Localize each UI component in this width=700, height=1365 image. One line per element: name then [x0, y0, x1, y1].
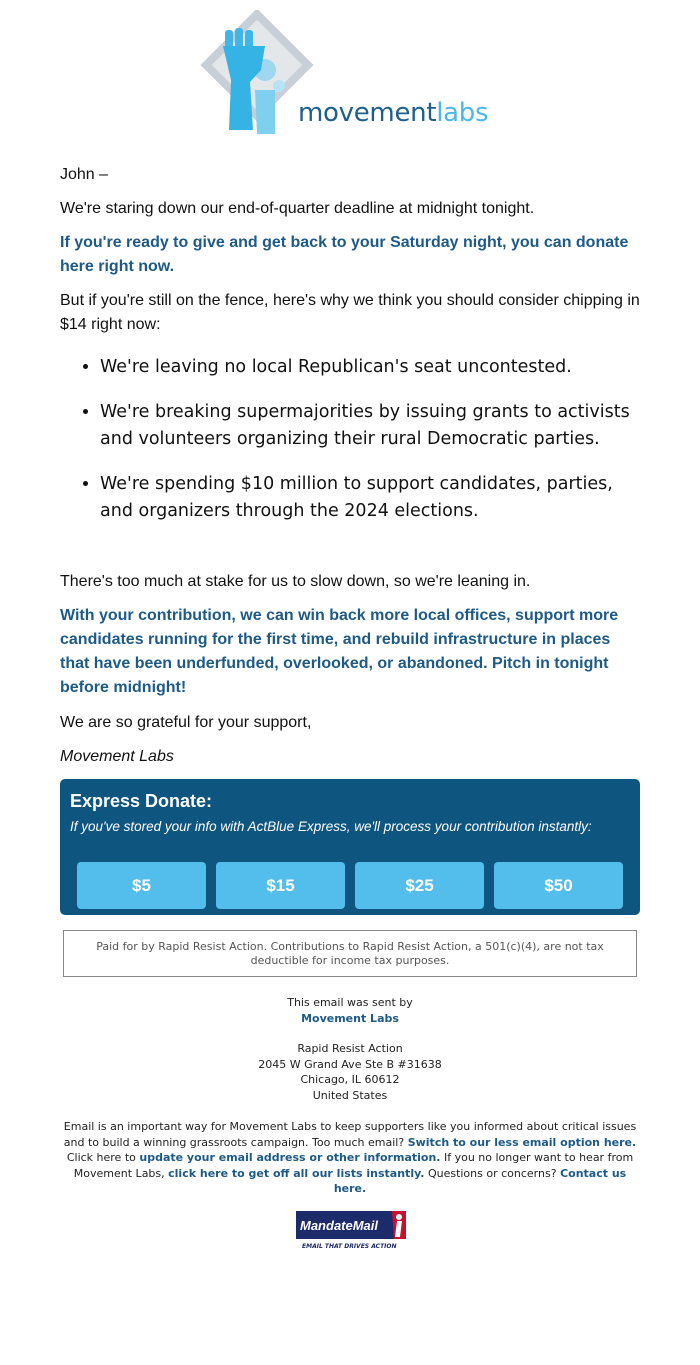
signature: Movement Labs: [60, 748, 174, 765]
donate-now-link[interactable]: If you're ready to give and get back to your Saturday night, you can donate here right now.: [60, 234, 629, 275]
list-item: • We're breaking supermajorities by issuing grants to activists and volunteers organizing their rural Democratic parties.: [100, 399, 640, 453]
mandatemail-logo-icon: [296, 1211, 406, 1251]
reasons-list: [60, 354, 640, 525]
mandatemail-badge[interactable]: [296, 1211, 406, 1251]
footer-sender: [60, 995, 640, 1026]
contribution-link[interactable]: With your contribution, we can win back more local offices, support more candidates running for the first time, and rebuild infrastructure in places that have been underfunded, overlooked, or abandoned. Pitch in tonight before midnight!: [60, 607, 619, 696]
logo-wordmark: movementlabs: [298, 98, 489, 128]
express-donate-subtitle: If you've stored your info with ActBlue Express, we'll process your contribution instantly:: [70, 819, 592, 834]
mandatemail-name: MandateMail: [300, 1218, 379, 1233]
update-info-link[interactable]: update your email address or other information.: [139, 1151, 441, 1164]
unsubscribe-link[interactable]: click here to get off all our lists instantly.: [168, 1166, 425, 1180]
email-body: [60, 163, 640, 187]
donate-50-button[interactable]: $50: [494, 862, 623, 909]
footer-unsubscribe-text: Email is an important way for Movement Labs to keep supporters like you informed about critical issues and to build a winning grassroots campaign. Too much email? Switch to our less email option here. Click here to update your email address or other information. If you no longer want to hear from Movement Labs, click here to get off all our lists instantly. Questions or concerns? Contact us here.: [63, 1120, 637, 1195]
list-item: • We're spending $10 million to support candidates, parties, and organizers through the 2024 elections.: [100, 471, 640, 525]
paragraph-stakes: There's too much at stake for us to slow down, so we're leaning in.: [60, 573, 531, 590]
org-name: Rapid Resist Action: [297, 1042, 403, 1055]
donate-25-button[interactable]: $25: [355, 862, 484, 909]
paragraph-on-fence: But if you're still on the fence, here's why we think you should consider chipping in $14 right now:: [60, 292, 640, 333]
sender-link[interactable]: Movement Labs: [301, 1011, 399, 1025]
donate-5-button[interactable]: $5: [77, 862, 206, 909]
paragraph-deadline: We're staring down our end-of-quarter deadline at midnight tonight.: [60, 200, 535, 217]
address-country: United States: [312, 1088, 388, 1102]
address-line-2: Chicago, IL 60612: [300, 1073, 400, 1086]
mandatemail-tagline: EMAIL THAT DRIVES ACTION: [302, 1243, 397, 1250]
closing-line: We are so grateful for your support,: [60, 714, 312, 731]
donate-15-button[interactable]: $15: [216, 862, 345, 909]
express-donate-panel: [60, 779, 640, 915]
movement-labs-logo[interactable]: [195, 10, 505, 138]
paid-for-disclaimer: Paid for by Rapid Resist Action. Contributions to Rapid Resist Action, a 501(c)(4), are not tax deductible for income tax purposes.: [63, 930, 637, 977]
address-line-1: 2045 W Grand Ave Ste B #31638: [258, 1057, 442, 1071]
list-item: • We're leaving no local Republican's seat uncontested.: [100, 354, 640, 381]
sent-by-text: This email was sent by: [287, 996, 413, 1009]
footer-address: [60, 1041, 640, 1103]
express-donate-title: Express Donate:: [70, 791, 213, 811]
contact-us-link[interactable]: Contact us here.: [333, 1166, 627, 1195]
greeting: John –: [60, 166, 109, 183]
less-email-link[interactable]: Switch to our less email option here.: [407, 1135, 637, 1149]
